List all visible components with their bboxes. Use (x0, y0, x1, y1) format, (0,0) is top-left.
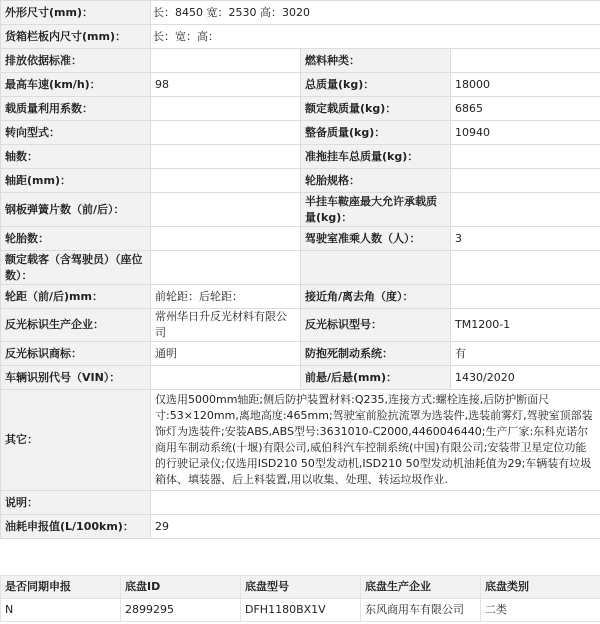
chassis-header-row (1, 576, 600, 599)
spec-row (1, 309, 600, 342)
spec-row (1, 227, 600, 251)
spec-value: 18000 (451, 73, 600, 97)
spec-row (1, 366, 600, 390)
spec-value (451, 145, 600, 169)
spec-value (451, 251, 600, 285)
spec-value: TM1200-1 (451, 309, 600, 342)
spec-label (301, 251, 451, 285)
fuel-label: 油耗申报值(L/100km)： (1, 515, 151, 539)
spec-label: 轮距（前/后)mm： (1, 285, 151, 309)
spec-label: 转向型式： (1, 121, 151, 145)
spec-value: 常州华日升反光材料有限公司 (151, 309, 301, 342)
note-label: 说明： (1, 491, 151, 515)
spec-label: 总质量(kg)： (301, 73, 451, 97)
spec-value (451, 193, 600, 227)
chassis-header: 底盘类别 (481, 576, 600, 599)
spec-label: 钢板弹簧片数（前/后）： (1, 193, 151, 227)
spec-value: 98 (151, 73, 301, 97)
spec-value (151, 251, 301, 285)
spec-row (1, 145, 600, 169)
chassis-cell: 2899295 (121, 599, 241, 622)
spec-value (151, 121, 301, 145)
spec-value: 长：宽：高： (151, 25, 600, 49)
spec-value (451, 49, 600, 73)
spec-row (1, 169, 600, 193)
chassis-cell: 二类 (481, 599, 600, 622)
spec-row (1, 342, 600, 366)
spec-label: 最高车速(km/h)： (1, 73, 151, 97)
chassis-body (1, 576, 600, 622)
spec-value: 6865 (451, 97, 600, 121)
spec-value: 前轮距：后轮距： (151, 285, 301, 309)
spec-value (151, 227, 301, 251)
spec-value: 有 (451, 342, 600, 366)
spec-body (1, 1, 600, 539)
spec-row (1, 1, 600, 25)
spec-value: 1430/2020 (451, 366, 600, 390)
chassis-header: 底盘生产企业 (361, 576, 481, 599)
spec-label: 准拖挂车总质量(kg)： (301, 145, 451, 169)
spec-label: 反光标识型号： (301, 309, 451, 342)
spec-label: 额定载客（含驾驶员）（座位数）： (1, 251, 151, 285)
spec-label: 载质量利用系数： (1, 97, 151, 121)
spec-label: 反光标识生产企业： (1, 309, 151, 342)
chassis-cell: 东风商用车有限公司 (361, 599, 481, 622)
spec-value (151, 366, 301, 390)
other-row (1, 390, 600, 491)
spec-row (1, 49, 600, 73)
spec-value (151, 145, 301, 169)
spec-value (151, 97, 301, 121)
chassis-table (0, 575, 600, 622)
spec-label: 半挂车鞍座最大允许承载质量(kg)： (301, 193, 451, 227)
chassis-header: 是否同期申报 (1, 576, 121, 599)
spec-label: 轴数： (1, 145, 151, 169)
note-row (1, 491, 600, 515)
chassis-header: 底盘ID (121, 576, 241, 599)
chassis-header: 底盘型号 (241, 576, 361, 599)
spec-value (151, 169, 301, 193)
spec-value: 通明 (151, 342, 301, 366)
spec-value (151, 193, 301, 227)
spec-label: 反光标识商标： (1, 342, 151, 366)
spec-row (1, 73, 600, 97)
spec-label: 轴距(mm)： (1, 169, 151, 193)
chassis-row (1, 599, 600, 622)
spec-label: 驾驶室准乘人数（人）： (301, 227, 451, 251)
spec-row (1, 251, 600, 285)
fuel-value: 29 (151, 515, 600, 539)
spec-row (1, 121, 600, 145)
spec-value (451, 285, 600, 309)
spec-label: 轮胎规格： (301, 169, 451, 193)
fuel-row (1, 515, 600, 539)
other-label: 其它： (1, 390, 151, 491)
spec-label: 整备质量(kg)： (301, 121, 451, 145)
spec-value: 长：8450 宽：2530 高：3020 (151, 1, 600, 25)
spec-label: 防抱死制动系统： (301, 342, 451, 366)
note-value (151, 491, 600, 515)
spec-label: 排放依据标准： (1, 49, 151, 73)
spec-value: 3 (451, 227, 600, 251)
chassis-cell: N (1, 599, 121, 622)
spec-label: 外形尺寸(mm)： (1, 1, 151, 25)
spec-label: 接近角/离去角（度）： (301, 285, 451, 309)
spec-value (451, 169, 600, 193)
spec-label: 轮胎数： (1, 227, 151, 251)
spec-label: 货箱栏板内尺寸(mm)： (1, 25, 151, 49)
spec-row (1, 25, 600, 49)
spec-label: 车辆识别代号（VIN）： (1, 366, 151, 390)
spec-value: 10940 (451, 121, 600, 145)
spec-row (1, 285, 600, 309)
spec-value (151, 49, 301, 73)
chassis-cell: DFH1180BX1V (241, 599, 361, 622)
spec-label: 额定载质量(kg)： (301, 97, 451, 121)
spec-label: 前悬/后悬(mm)： (301, 366, 451, 390)
spec-label: 燃料种类： (301, 49, 451, 73)
other-value: 仅选用5000mm轴距;侧后防护装置材料:Q235,连接方式:螺栓连接,后防护断面尺寸:53×120mm,离地高度:465mm;驾驶室前脸抗流罩为选装件,选装前雾灯,驾驶室顶部装饰灯为选装件;安装ABS,ABS型号:3631010-C2000,4460046440;生产厂家:东科克诺尔商用车制动系统(十堰)有限公司,威伯科汽车控制系统(中国)有限公司;安装带卫星定位功能的行驶记录仪;仅选用ISD210 50型发动机,ISD210 50型发动机油耗值为29;车辆装有垃圾箱体、填装器、后上料装置,用以收集、处理、转运垃圾作业. (151, 390, 600, 491)
spec-row (1, 193, 600, 227)
spec-row (1, 97, 600, 121)
